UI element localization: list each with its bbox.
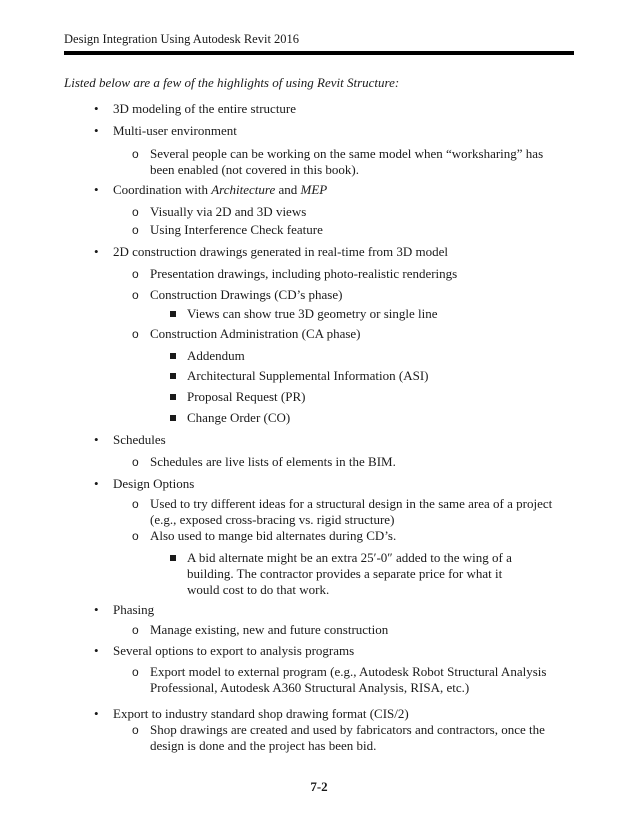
circle-bullet-icon: o (132, 455, 139, 469)
circle-bullet-icon: o (132, 723, 139, 737)
list-item: Architectural Supplemental Information (ASI) (187, 368, 429, 383)
list-item: Several people can be working on the same model when “worksharing” has been enabled (not covered in this book). (150, 146, 544, 177)
list-item: Change Order (CO) (187, 410, 291, 425)
list-item: Manage existing, new and future construction (150, 622, 389, 637)
header-rule (64, 51, 574, 55)
list-item: Schedules (113, 432, 166, 447)
text-run: Coordination with (113, 182, 212, 197)
circle-bullet-icon: o (132, 623, 139, 637)
list-item: Multi-user environment (113, 123, 237, 138)
list-item: Several options to export to analysis programs (113, 643, 355, 658)
circle-bullet-icon: o (132, 223, 139, 237)
list-item: Addendum (187, 348, 245, 363)
list-item: 2D construction drawings generated in real-time from 3D model (113, 244, 449, 259)
circle-bullet-icon: o (132, 529, 139, 543)
square-bullet-icon (170, 394, 176, 400)
circle-bullet-icon: o (132, 665, 139, 679)
bullet-icon: • (94, 101, 99, 116)
circle-bullet-icon: o (132, 497, 139, 511)
circle-bullet-icon: o (132, 205, 139, 219)
list-item: Visually via 2D and 3D views (150, 204, 307, 219)
list-item: Presentation drawings, including photo-realistic renderings (150, 266, 458, 281)
list-item: Phasing (113, 602, 155, 617)
square-bullet-icon (170, 311, 176, 317)
list-item: Construction Drawings (CD’s phase) (150, 287, 343, 302)
square-bullet-icon (170, 415, 176, 421)
square-bullet-icon (170, 353, 176, 359)
intro-text: Listed below are a few of the highlights of using Revit Structure: (64, 75, 400, 90)
bullet-icon: • (94, 602, 99, 617)
bullet-icon: • (94, 706, 99, 721)
list-item: Using Interference Check feature (150, 222, 323, 237)
list-item: A bid alternate might be an extra 25′-0″ added to the wing of a building. The contractor provides a separate price for what it would cost to do that work. (187, 550, 512, 597)
emphasis-text: MEP (300, 182, 328, 197)
circle-bullet-icon: o (132, 288, 139, 302)
bullet-icon: • (94, 432, 99, 447)
list-item: Design Options (113, 476, 195, 491)
square-bullet-icon (170, 373, 176, 379)
list-item: Also used to mange bid alternates during CD’s. (150, 528, 397, 543)
list-item: Proposal Request (PR) (187, 389, 306, 404)
circle-bullet-icon: o (132, 267, 139, 281)
text-run: and (275, 182, 301, 197)
bullet-icon: • (94, 182, 99, 197)
list-item: Export to industry standard shop drawing format (CIS/2) (113, 706, 409, 721)
list-item: Construction Administration (CA phase) (150, 326, 361, 341)
square-bullet-icon (170, 555, 176, 561)
circle-bullet-icon: o (132, 147, 139, 161)
list-item: Shop drawings are created and used by fabricators and contractors, once the design is done and the project has been bid. (150, 722, 545, 753)
bullet-icon: • (94, 643, 99, 658)
bullet-icon: • (94, 123, 99, 138)
list-item: Schedules are live lists of elements in the BIM. (150, 454, 396, 469)
list-item: Export model to external program (e.g., Autodesk Robot Structural Analysis Professional, Autodesk A360 Structural Analysis, RISA, etc.) (150, 664, 547, 695)
list-item: 3D modeling of the entire structure (113, 101, 297, 116)
list-item: Used to try different ideas for a structural design in the same area of a project (e.g., exposed cross-bracing vs. rigid structure) (150, 496, 553, 527)
emphasis-text: Architecture (211, 182, 276, 197)
page-number: 7-2 (310, 779, 328, 794)
list-item: Views can show true 3D geometry or single line (187, 306, 438, 321)
bullet-icon: • (94, 244, 99, 259)
circle-bullet-icon: o (132, 327, 139, 341)
list-item (113, 182, 573, 198)
running-header: Design Integration Using Autodesk Revit 2016 (64, 32, 300, 46)
bullet-icon: • (94, 476, 99, 491)
